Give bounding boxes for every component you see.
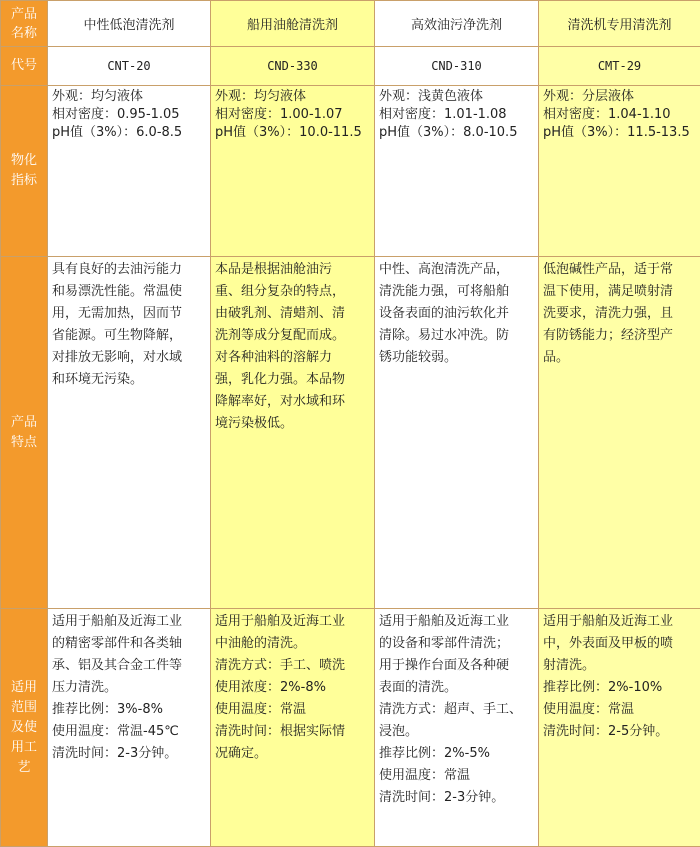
phys-line: 相对密度：0.95-1.05 [52, 107, 180, 122]
phys-cell [539, 86, 700, 257]
features-cell [48, 257, 211, 609]
phys-line: pH值（3%）：6.0-8.5 [52, 125, 183, 140]
phys-line: 外观：分层液体 [543, 89, 635, 104]
row-label-line: 用工 [10, 739, 37, 755]
phys-line: pH值（3%）：11.5-13.5 [543, 125, 690, 140]
product-code: CND-310 [375, 47, 539, 86]
scope-cell [375, 609, 539, 847]
features-line: 由破乳剂、清蜡剂、清 [215, 306, 346, 321]
scope-line: 的精密零部件和各类轴 [52, 636, 183, 651]
scope-line: 承、铝及其合金工件等 [52, 658, 183, 673]
scope-cell [211, 609, 375, 847]
phys-cell [375, 86, 539, 257]
scope-line: 清洗时间：2-3分钟。 [379, 790, 505, 805]
row-label-line: 艺 [17, 759, 31, 775]
product-code: CND-330 [211, 47, 375, 86]
features-line: 洗剂等成分复配而成。 [215, 328, 346, 343]
row-label-line: 产品 [10, 414, 37, 430]
features-line: 中性、高泡清洗产品， [379, 262, 510, 277]
scope-line: 中，外表面及甲板的喷 [543, 636, 674, 651]
row-phys [1, 86, 700, 257]
features-line: 重、组分复杂的特点， [215, 284, 346, 299]
scope-line: 清洗方式：超声、手工、 [379, 702, 523, 717]
row-label-code: 代号 [1, 47, 48, 86]
features-cell [539, 257, 700, 609]
product-name: 高效油污净洗剂 [375, 1, 539, 47]
features-line: 温下使用，满足喷射清 [543, 284, 674, 299]
scope-line: 浸泡。 [379, 724, 419, 739]
scope-line: 适用于船舶及近海工业 [215, 614, 346, 629]
row-label-line: 物化 [10, 153, 37, 168]
features-line: 洗要求，清洗力强，且 [543, 306, 674, 321]
scope-line: 射清洗。 [543, 658, 596, 673]
features-line: 和易漂洗性能。常温使 [52, 284, 183, 299]
row-label-line: 范围 [10, 699, 37, 715]
features-line: 省能源。可生物降解， [52, 328, 183, 343]
scope-line: 压力清洗。 [52, 680, 118, 695]
row-features [1, 257, 700, 609]
features-line: 对各种油料的溶解力 [215, 350, 333, 365]
phys-line: 相对密度：1.00-1.07 [215, 107, 343, 122]
features-line: 具有良好的去油污能力 [52, 262, 183, 277]
row-label-line: 名称 [10, 25, 37, 41]
scope-line: 使用温度：常温-45℃ [52, 724, 179, 739]
row-label-scope [1, 609, 48, 847]
scope-line: 推荐比例：3%-8% [52, 702, 163, 717]
product-code: CNT-20 [48, 47, 211, 86]
scope-line: 清洗时间：根据实际情 [215, 724, 346, 739]
features-line: 和环境无污染。 [52, 372, 144, 387]
phys-line: 外观：均匀液体 [215, 89, 307, 104]
row-label-phys [1, 86, 48, 257]
scope-cell [48, 609, 211, 847]
features-line: 强，乳化力强。本品物 [215, 372, 346, 387]
row-label-line: 指标 [10, 173, 37, 188]
phys-cell [211, 86, 375, 257]
features-line: 设备表面的油污软化并 [379, 306, 510, 321]
row-label-line: 产品 [10, 6, 37, 22]
scope-line: 用于操作台面及各种硬 [379, 658, 510, 673]
scope-line: 况确定。 [215, 746, 268, 761]
phys-line: 相对密度：1.01-1.08 [379, 107, 507, 122]
phys-line: pH值（3%）：8.0-10.5 [379, 125, 518, 140]
phys-cell [48, 86, 211, 257]
features-cell [375, 257, 539, 609]
features-line: 对排放无影响，对水域 [52, 350, 183, 365]
features-cell [211, 257, 375, 609]
row-label-line: 特点 [10, 434, 37, 450]
row-code [1, 47, 700, 86]
row-label-features [1, 257, 48, 609]
scope-line: 适用于船舶及近海工业 [543, 614, 674, 629]
phys-line: 相对密度：1.04-1.10 [543, 107, 671, 122]
product-name: 船用油舱清洗剂 [211, 1, 375, 47]
scope-line: 适用于船舶及近海工业 [52, 614, 183, 629]
product-code: CMT-29 [539, 47, 700, 86]
features-line: 降解率好，对水域和环 [215, 394, 346, 409]
row-label-line: 适用 [10, 679, 37, 695]
scope-line: 使用温度：常温 [543, 702, 635, 717]
phys-line: pH值（3%）：10.0-11.5 [215, 125, 362, 140]
scope-line: 适用于船舶及近海工业 [379, 614, 510, 629]
row-label-line: 及使 [10, 719, 37, 735]
features-line: 有防锈能力；经济型产 [543, 328, 674, 343]
scope-line: 清洗时间：2-5分钟。 [543, 724, 669, 739]
features-line: 低泡碱性产品，适于常 [543, 262, 674, 277]
scope-line: 清洗时间：2-3分钟。 [52, 746, 178, 761]
scope-line: 推荐比例：2%-5% [379, 746, 490, 761]
scope-line: 使用温度：常温 [379, 768, 471, 783]
scope-line: 的设备和零部件清洗； [379, 636, 510, 651]
features-line: 用，无需加热，因而节 [52, 306, 183, 321]
scope-cell [539, 609, 700, 847]
phys-line: 外观：浅黄色液体 [379, 89, 484, 104]
scope-line: 使用温度：常温 [215, 702, 307, 717]
scope-line: 清洗方式：手工、喷洗 [215, 658, 346, 673]
row-scope [1, 609, 700, 847]
features-line: 清洗能力强，可将船舶 [379, 284, 510, 299]
scope-line: 推荐比例：2%-10% [543, 680, 663, 695]
product-name: 中性低泡清洗剂 [48, 1, 211, 47]
features-line: 本品是根据油舱油污 [215, 262, 333, 277]
features-line: 锈功能较弱。 [379, 350, 458, 365]
scope-line: 表面的清洗。 [379, 680, 458, 695]
features-line: 品。 [543, 350, 570, 365]
row-label-product-name [1, 1, 48, 47]
features-line: 清除。易过水冲洗。防 [379, 328, 510, 343]
phys-line: 外观：均匀液体 [52, 89, 144, 104]
row-product-name [1, 1, 700, 47]
scope-line: 中油舱的清洗。 [215, 636, 307, 651]
product-name: 清洗机专用清洗剂 [539, 1, 700, 47]
scope-line: 使用浓度：2%-8% [215, 680, 326, 695]
features-line: 境污染极低。 [215, 416, 294, 431]
